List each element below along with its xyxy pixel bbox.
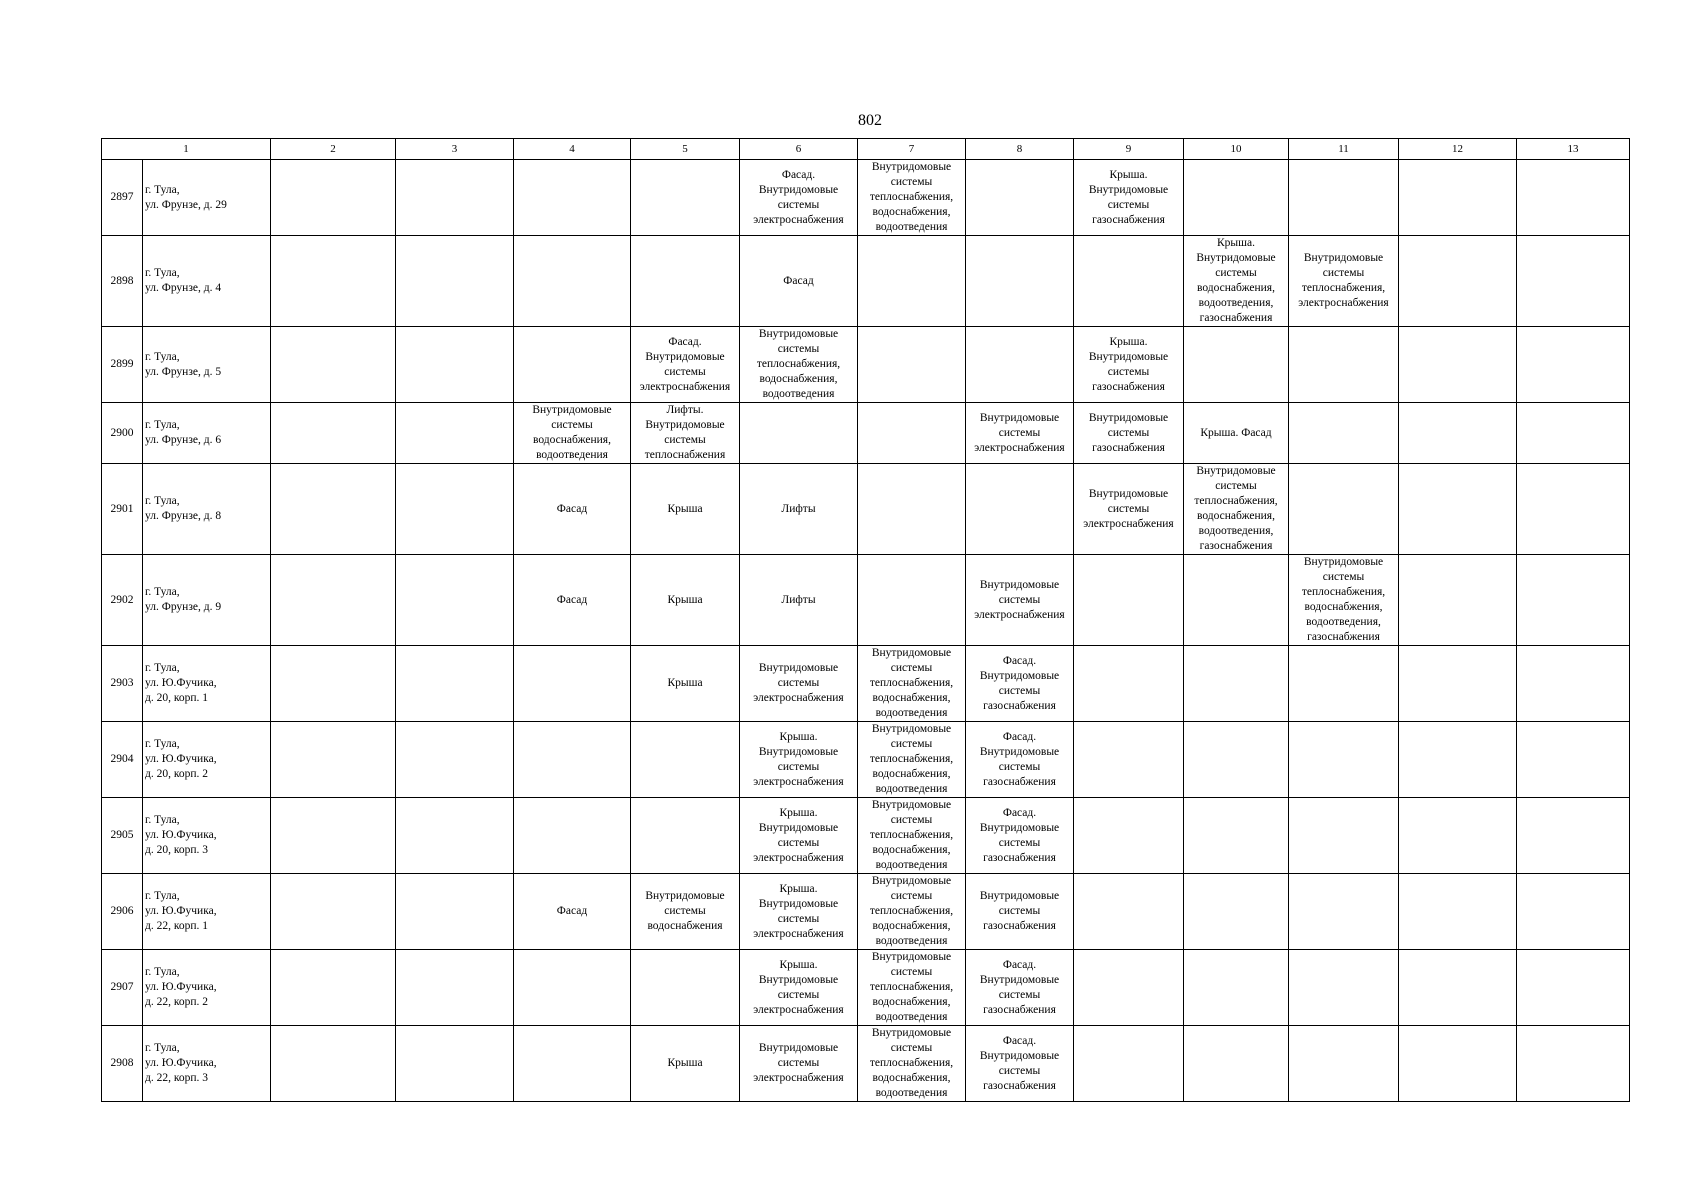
work-text: Внутридомовые системы теплоснабжения, водоснабжения, водоотведения: [869, 875, 954, 947]
work-cell-col-13: [1517, 798, 1630, 874]
column-header-1: 1: [102, 139, 271, 160]
table-row: [102, 160, 1630, 236]
work-cell-col-2: [271, 403, 396, 464]
work-cell-col-12: [1399, 403, 1517, 464]
work-cell-col-7: [858, 403, 966, 464]
work-text: Крыша. Внутридомовые системы электроснабжения: [753, 806, 844, 864]
work-cell-col-13: [1517, 950, 1630, 1026]
address-cell: [143, 236, 271, 327]
row-number: [102, 874, 143, 950]
work-cell-col-13: [1517, 722, 1630, 798]
work-cell-col-10: [1184, 874, 1289, 950]
row-number: [102, 403, 143, 464]
work-cell-col-5: [631, 1026, 740, 1102]
address-cell: [143, 1026, 271, 1102]
column-header-2: 2: [271, 139, 396, 160]
work-cell-col-6: [740, 874, 858, 950]
work-text: Внутридомовые системы водоснабжения: [645, 890, 725, 932]
row-number-text: 2898: [110, 274, 134, 287]
work-cell-col-5: [631, 160, 740, 236]
row-number: [102, 236, 143, 327]
work-cell-col-6: [740, 555, 858, 646]
work-cell-col-8: [966, 327, 1074, 403]
work-text: Крыша. Внутридомовые системы газоснабжения: [1088, 335, 1169, 393]
row-number-text: 2907: [110, 981, 134, 993]
work-text: Внутридомовые системы теплоснабжения, водоснабжения, водоотведения: [756, 328, 841, 400]
work-text: Фасад: [556, 905, 588, 917]
work-text: Крыша: [667, 1057, 703, 1069]
work-cell-col-9: [1074, 874, 1184, 950]
work-cell-col-11: [1289, 1026, 1399, 1102]
work-cell-col-7: [858, 236, 966, 327]
work-text: Внутридомовые системы теплоснабжения, водоснабжения, водоотведения: [869, 647, 954, 719]
work-cell-col-4: [514, 160, 631, 236]
address-text: г. Тула, ул. Фрунзе, д. 6: [145, 419, 222, 446]
work-cell-col-3: [396, 646, 514, 722]
work-cell-col-2: [271, 236, 396, 327]
work-cell-col-4: [514, 236, 631, 327]
work-cell-col-8: [966, 646, 1074, 722]
work-cell-col-13: [1517, 646, 1630, 722]
work-cell-col-13: [1517, 403, 1630, 464]
work-cell-col-10: [1184, 555, 1289, 646]
work-text: Внутридомовые системы водоснабжения, водоотведения: [532, 404, 612, 461]
work-cell-col-7: [858, 1026, 966, 1102]
work-cell-col-10: [1184, 1026, 1289, 1102]
work-text: Крыша. Внутридомовые системы электроснабжения: [753, 882, 844, 940]
work-cell-col-12: [1399, 950, 1517, 1026]
work-cell-col-4: [514, 327, 631, 403]
table-row: [102, 555, 1630, 646]
work-cell-col-12: [1399, 874, 1517, 950]
work-cell-col-3: [396, 327, 514, 403]
table-row: [102, 950, 1630, 1026]
work-text: Внутридомовые системы электроснабжения: [974, 411, 1065, 454]
address-text: г. Тула, ул. Фрунзе, д. 9: [145, 586, 222, 613]
work-text: Внутридомовые системы теплоснабжения, водоснабжения, водоотведения: [869, 161, 954, 233]
work-cell-col-8: [966, 464, 1074, 555]
work-cell-col-7: [858, 160, 966, 236]
row-number-text: 2902: [110, 593, 134, 606]
work-text: Фасад: [556, 593, 588, 606]
work-cell-col-4: [514, 555, 631, 646]
work-text: Крыша. Внутридомовые системы электроснабжения: [753, 958, 844, 1016]
work-cell-col-4: [514, 874, 631, 950]
row-number-text: 2899: [110, 358, 134, 370]
header-row: [102, 139, 1630, 160]
work-cell-col-9: [1074, 555, 1184, 646]
work-cell-col-6: [740, 160, 858, 236]
work-text: Фасад. Внутридомовые системы газоснабжения: [979, 958, 1060, 1016]
work-text: Крыша: [667, 677, 703, 689]
work-cell-col-5: [631, 798, 740, 874]
work-cell-col-4: [514, 464, 631, 555]
work-cell-col-3: [396, 1026, 514, 1102]
column-header-12: 12: [1399, 139, 1517, 160]
column-header-5: 5: [631, 139, 740, 160]
work-cell-col-9: [1074, 798, 1184, 874]
work-cell-col-9: [1074, 464, 1184, 555]
address-cell: [143, 798, 271, 874]
address-text: г. Тула, ул. Фрунзе, д. 8: [145, 495, 222, 522]
work-cell-col-6: [740, 722, 858, 798]
work-cell-col-11: [1289, 646, 1399, 722]
work-cell-col-6: [740, 236, 858, 327]
work-text: Лифты: [781, 502, 816, 515]
work-text: Крыша. Фасад: [1200, 426, 1272, 439]
work-cell-col-5: [631, 722, 740, 798]
work-text: Внутридомовые системы газоснабжения: [979, 890, 1060, 932]
work-text: Крыша. Внутридомовые системы электроснабжения: [753, 730, 844, 788]
page-number: 802: [858, 112, 882, 129]
work-cell-col-6: [740, 1026, 858, 1102]
work-cell-col-3: [396, 403, 514, 464]
work-cell-col-2: [271, 160, 396, 236]
work-cell-col-9: [1074, 327, 1184, 403]
work-cell-col-3: [396, 722, 514, 798]
work-cell-col-12: [1399, 1026, 1517, 1102]
work-cell-col-12: [1399, 327, 1517, 403]
work-cell-col-10: [1184, 403, 1289, 464]
work-cell-col-11: [1289, 160, 1399, 236]
address-text: г. Тула, ул. Фрунзе, д. 4: [145, 267, 222, 294]
work-cell-col-4: [514, 722, 631, 798]
work-text: Внутридомовые системы теплоснабжения, водоснабжения, водоотведения: [869, 723, 954, 795]
work-cell-col-5: [631, 236, 740, 327]
table-row: [102, 403, 1630, 464]
work-text: Крыша. Внутридомовые системы водоснабжения, водоотведения, газоснабжения: [1196, 237, 1276, 324]
work-cell-col-5: [631, 950, 740, 1026]
work-cell-col-3: [396, 950, 514, 1026]
row-number: [102, 327, 143, 403]
work-cell-col-9: [1074, 950, 1184, 1026]
work-cell-col-8: [966, 950, 1074, 1026]
work-cell-col-8: [966, 722, 1074, 798]
column-header-7: 7: [858, 139, 966, 160]
work-cell-col-12: [1399, 722, 1517, 798]
work-text: Фасад. Внутридомовые системы электроснабжения: [753, 168, 844, 226]
work-cell-col-9: [1074, 236, 1184, 327]
address-text: г. Тула, ул. Ю.Фучика, д. 20, корп. 3: [145, 814, 217, 856]
work-text: Фасад. Внутридомовые системы газоснабжения: [979, 806, 1060, 864]
column-header-9: 9: [1074, 139, 1184, 160]
work-cell-col-5: [631, 403, 740, 464]
work-cell-col-5: [631, 327, 740, 403]
address-text: г. Тула, ул. Ю.Фучика, д. 22, корп. 3: [145, 1042, 217, 1084]
address-text: г. Тула, ул. Ю.Фучика, д. 22, корп. 1: [145, 890, 217, 932]
work-cell-col-8: [966, 403, 1074, 464]
table-row: [102, 236, 1630, 327]
row-number-text: 2901: [110, 502, 134, 515]
address-cell: [143, 464, 271, 555]
work-cell-col-2: [271, 798, 396, 874]
work-cell-col-2: [271, 327, 396, 403]
work-cell-col-5: [631, 646, 740, 722]
work-text: Крыша: [667, 593, 703, 606]
work-cell-col-3: [396, 555, 514, 646]
address-cell: [143, 160, 271, 236]
work-text: Внутридомовые системы теплоснабжения, водоснабжения, водоотведения, газоснабжения: [1301, 556, 1386, 643]
row-number-text: 2908: [110, 1057, 134, 1069]
work-cell-col-8: [966, 160, 1074, 236]
address-text: г. Тула, ул. Ю.Фучика, д. 20, корп. 1: [145, 662, 217, 704]
row-number-text: 2897: [110, 191, 134, 203]
work-cell-col-12: [1399, 646, 1517, 722]
work-cell-col-11: [1289, 555, 1399, 646]
work-cell-col-2: [271, 722, 396, 798]
work-cell-col-7: [858, 327, 966, 403]
work-text: Внутридомовые системы электроснабжения: [974, 578, 1065, 621]
column-header-13: 13: [1517, 139, 1630, 160]
work-text: Внутридомовые системы теплоснабжения, электроснабжения: [1298, 252, 1389, 309]
work-cell-col-5: [631, 464, 740, 555]
table-row: [102, 327, 1630, 403]
table-row: [102, 874, 1630, 950]
work-text: Фасад. Внутридомовые системы газоснабжения: [979, 730, 1060, 788]
work-cell-col-11: [1289, 327, 1399, 403]
work-cell-col-7: [858, 798, 966, 874]
work-text: Внутридомовые системы электроснабжения: [753, 662, 844, 704]
work-cell-col-12: [1399, 798, 1517, 874]
address-cell: [143, 950, 271, 1026]
address-text: г. Тула, ул. Фрунзе, д. 5: [145, 350, 222, 378]
work-cell-col-10: [1184, 160, 1289, 236]
work-cell-col-6: [740, 798, 858, 874]
work-cell-col-12: [1399, 160, 1517, 236]
work-cell-col-7: [858, 555, 966, 646]
work-cell-col-9: [1074, 722, 1184, 798]
work-cell-col-6: [740, 950, 858, 1026]
row-number: [102, 798, 143, 874]
work-cell-col-5: [631, 874, 740, 950]
work-cell-col-5: [631, 555, 740, 646]
work-cell-col-2: [271, 464, 396, 555]
work-cell-col-8: [966, 1026, 1074, 1102]
row-number-text: 2903: [110, 677, 134, 689]
work-cell-col-12: [1399, 555, 1517, 646]
work-cell-col-10: [1184, 798, 1289, 874]
row-number-text: 2900: [110, 426, 134, 439]
row-number: [102, 464, 143, 555]
address-cell: [143, 722, 271, 798]
column-header-4: 4: [514, 139, 631, 160]
work-cell-col-9: [1074, 403, 1184, 464]
column-header-6: 6: [740, 139, 858, 160]
work-cell-col-9: [1074, 160, 1184, 236]
work-cell-col-6: [740, 403, 858, 464]
work-cell-col-11: [1289, 236, 1399, 327]
work-cell-col-11: [1289, 403, 1399, 464]
work-cell-col-4: [514, 1026, 631, 1102]
work-cell-col-2: [271, 874, 396, 950]
work-cell-col-10: [1184, 464, 1289, 555]
row-number: [102, 160, 143, 236]
work-text: Внутридомовые системы теплоснабжения, водоснабжения, водоотведения, газоснабжения: [1194, 465, 1278, 552]
work-cell-col-11: [1289, 874, 1399, 950]
work-cell-col-2: [271, 555, 396, 646]
column-header-11: 11: [1289, 139, 1399, 160]
address-cell: [143, 555, 271, 646]
work-cell-col-3: [396, 798, 514, 874]
row-number: [102, 722, 143, 798]
work-cell-col-3: [396, 236, 514, 327]
work-text: Внутридомовые системы газоснабжения: [1088, 411, 1169, 454]
column-header-3: 3: [396, 139, 514, 160]
work-cell-col-9: [1074, 1026, 1184, 1102]
work-cell-col-8: [966, 874, 1074, 950]
work-cell-col-13: [1517, 1026, 1630, 1102]
address-cell: [143, 874, 271, 950]
column-header-8: 8: [966, 139, 1074, 160]
work-cell-col-12: [1399, 464, 1517, 555]
table-row: [102, 464, 1630, 555]
work-text: Фасад: [556, 502, 588, 515]
work-cell-col-13: [1517, 327, 1630, 403]
work-cell-col-6: [740, 646, 858, 722]
work-cell-col-13: [1517, 236, 1630, 327]
work-cell-col-11: [1289, 722, 1399, 798]
work-text: Внутридомовые системы теплоснабжения, водоснабжения, водоотведения: [869, 951, 954, 1023]
table-row: [102, 798, 1630, 874]
row-number-text: 2904: [110, 753, 134, 765]
row-number: [102, 1026, 143, 1102]
work-cell-col-8: [966, 555, 1074, 646]
work-text: Внутридомовые системы электроснабжения: [1083, 487, 1174, 530]
work-cell-col-7: [858, 464, 966, 555]
work-cell-col-3: [396, 464, 514, 555]
work-cell-col-2: [271, 1026, 396, 1102]
work-cell-col-11: [1289, 464, 1399, 555]
work-cell-col-9: [1074, 646, 1184, 722]
work-cell-col-10: [1184, 327, 1289, 403]
work-cell-col-8: [966, 798, 1074, 874]
row-number-text: 2906: [110, 905, 134, 917]
work-cell-col-7: [858, 950, 966, 1026]
work-cell-col-10: [1184, 950, 1289, 1026]
address-cell: [143, 646, 271, 722]
work-text: Лифты: [781, 593, 816, 606]
work-cell-col-4: [514, 646, 631, 722]
work-cell-col-7: [858, 722, 966, 798]
work-text: Фасад. Внутридомовые системы электроснабжения: [639, 335, 731, 393]
work-text: Фасад. Внутридомовые системы газоснабжения: [979, 654, 1060, 712]
work-text: Лифты. Внутридомовые системы теплоснабжения: [644, 404, 726, 461]
address-text: г. Тула, ул. Ю.Фучика, д. 22, корп. 2: [145, 966, 217, 1008]
work-cell-col-11: [1289, 798, 1399, 874]
address-text: г. Тула, ул. Ю.Фучика, д. 20, корп. 2: [145, 738, 217, 780]
work-cell-col-12: [1399, 236, 1517, 327]
work-text: Крыша. Внутридомовые системы газоснабжения: [1088, 168, 1169, 226]
work-cell-col-13: [1517, 555, 1630, 646]
address-cell: [143, 403, 271, 464]
work-cell-col-8: [966, 236, 1074, 327]
work-cell-col-11: [1289, 950, 1399, 1026]
table-row: [102, 1026, 1630, 1102]
work-cell-col-13: [1517, 464, 1630, 555]
work-cell-col-6: [740, 464, 858, 555]
work-cell-col-3: [396, 874, 514, 950]
work-cell-col-7: [858, 646, 966, 722]
table-body: [102, 139, 1630, 1102]
work-cell-col-13: [1517, 160, 1630, 236]
work-text: Внутридомовые системы электроснабжения: [753, 1042, 844, 1084]
work-text: Крыша: [667, 502, 703, 515]
address-text: г. Тула, ул. Фрунзе, д. 29: [145, 183, 227, 211]
work-cell-col-13: [1517, 874, 1630, 950]
work-text: Фасад: [783, 274, 814, 287]
work-text: Внутридомовые системы теплоснабжения, водоснабжения, водоотведения: [869, 1027, 954, 1099]
work-cell-col-10: [1184, 236, 1289, 327]
table-row: [102, 722, 1630, 798]
work-cell-col-6: [740, 327, 858, 403]
work-cell-col-4: [514, 403, 631, 464]
work-cell-col-4: [514, 798, 631, 874]
work-text: Внутридомовые системы теплоснабжения, водоснабжения, водоотведения: [869, 799, 954, 871]
work-cell-col-4: [514, 950, 631, 1026]
work-text: Фасад. Внутридомовые системы газоснабжения: [979, 1034, 1060, 1092]
work-cell-col-3: [396, 160, 514, 236]
address-cell: [143, 327, 271, 403]
table-row: [102, 646, 1630, 722]
work-cell-col-7: [858, 874, 966, 950]
work-cell-col-10: [1184, 646, 1289, 722]
row-number-text: 2905: [110, 829, 134, 841]
work-cell-col-10: [1184, 722, 1289, 798]
work-cell-col-2: [271, 646, 396, 722]
column-header-10: 10: [1184, 139, 1289, 160]
capital-repair-table: [101, 138, 1630, 1102]
row-number: [102, 646, 143, 722]
row-number: [102, 950, 143, 1026]
work-cell-col-2: [271, 950, 396, 1026]
row-number: [102, 555, 143, 646]
